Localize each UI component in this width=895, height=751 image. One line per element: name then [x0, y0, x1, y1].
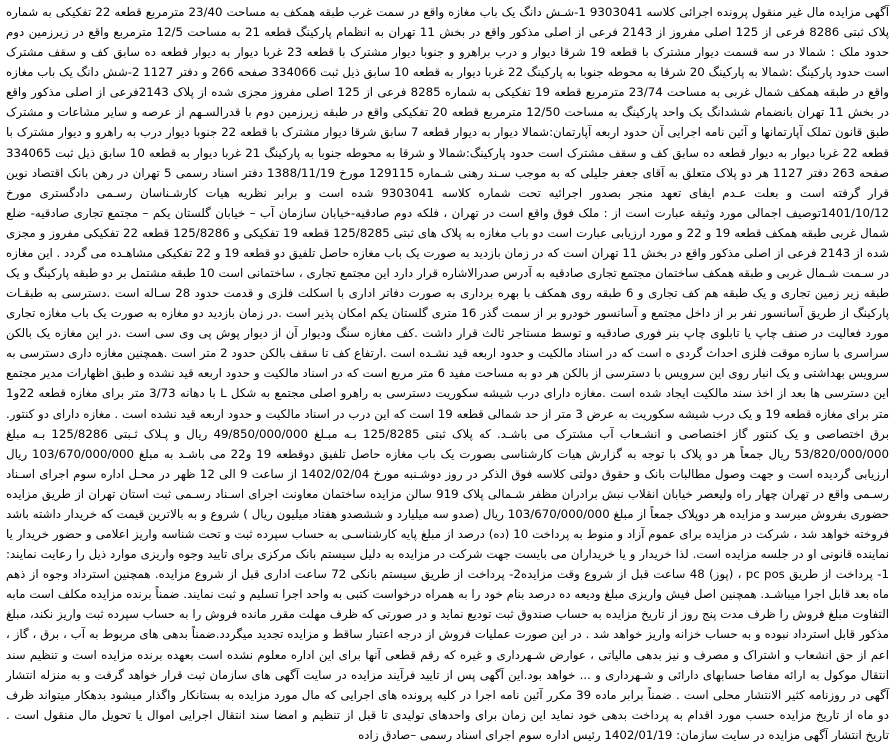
auction-notice-text: آگهی مزایده مال غیر منقول پرونده اجرائی کلاسه 9303041 1-شـش دانگ یک باب مغازه واقع در سمت غرب طبقه همکف به مساحت 23/40 مترمربع قطعه 22 تفکیکی به شماره پلاک ثبتی 8286 فرعی از 125 اصلی مفروز از 2143 فرعی از اصلی مذکور واقع در بخش 11 تهران به انظمام پارکینگ قطعه 21 به مساحت 12/5 مترمربع واقع در زیرزمین دوم حدود ملک : شمالا در سه قسمت دیوار مشترک با قطعه 19 شرقا دیوار و درب براهرو و جنوبا دیوار مشترک با قطعه 23 غربا دیوار به دیوار قطعه ده سابق کف و سقف مشترک است حدود پارکینگ :شمالا به پارکینگ 20 شرقا به محوطه جنوبا به پارکینگ 22 غربا دیوار به قطعه 10 سابق ذیل ثبت 334066 صفحه 266 و دفتر 1127 2-شش دانگ یک باب مغازه واقع در طبقه همکف شمال غربی به مساحت 23/74 مترمربع قطعه 19 تفکیکی به شماره 8285 فرعی از 125 اصلی مفروز مجزی شده از پلاک 2143فرعی از اصلی مذکور واقع در بخش 11 تهران بانضمام ششدانگ یک واحد پارکینگ به مساحت 12/50 مترمربع قطعه 20 تفکیکی واقع در طبقه زیرزمین دوم با قدرالسـهم از عرصه و سایر مشاعات و مشترک طبق قانون تملک آپارتمانها و آئین نامه اجرایی آن حدود اربعه آپارتمان:شمالا دیوار به دیوار قطعه 7 سابق شرقا دیوار مشترک با قطعه 22 جنوبا دیوار درب به راهرو و دیوار مشترک با قطعه 22 غربا دیوار به دیوار قطعه ده سابق کف و سقف مشترک است حدود پارکینگ:شمالا و شرقا به محوطه جنوبا به پارکینگ 21 غربا دیوار به قطعه 10 سابق ذیل ثبت 334065 صفحه 263 دفتر 1127 هر دو پلاک متعلق به آقای جعفر جلیلی که به موجب سـند رهنی شـماره 129115 مورخ 1388/11/19 دفتر اسناد رسمی 5 تهران در رهن بانک اقتصاد نوین قرار گرفته است و بعلت عـدم ایفای تعهد منجر بصدور اجرائیه تحت شماره کلاسه 9303041 شده است و برابر نظریه هیات کارشـناسان رسـمی دادگستری مورخ 1401/10/12توصیف اجمالی مورد وثیقه عبارت است از : ملک فوق واقع است در تهران ، فلکه دوم صادقیه-خیابان سازمان آب – خیابان گلستان یکم – مجتمع تجاری صادقیه- ضلع شمال غربی طبقه همکف قطعه 19 و 22 و مورد ارزیابی عبارت است دو باب مغازه به پلاک های ثبتی 125/8285 قطعه 19 تفکیکی و 125/8286 قطعه 22 تفکیکی مفروز و مجزی شده از 2143 فرعی از اصلی مذکور واقع در بخش 11 تهران است که در زمان بازدید به صورت یک باب مغازه حاصل تلفیق دو قطعه 19 و 22 تفکیکی مشاهـده می گردد . این مغازه در سـمت شـمال غربی و طبقه همکف ساختمان مجتمع تجاری صادقیه به آدرس صدرالاشاره قرار دارد این مجتمع تجاری ، ساختمانی است 10 طبقه مشتمل بر دو طبقه پارکینگ و یک طبقه زیر زمین تجاری و یک طبقه هم کف تجاری و 6 طبقه روی همکف با بهره برداری به صورت دفاتر اداری با اسکلت فلزی و قدمت حدود 28 سـاله است .دسترسی به طبقـات پارکینگ از طریق آسانسور نفر بر از داخل مجتمع و آسانسور خودرو بر از سمت گذر 16 متری گلستان یکم امکان پذیر است .در زمان بازدید دو مغازه به صورت یک باب مغازه تجاری مورد فعالیت در صنف چاپ یا تابلوی چاپ بنر فوری صادقیه و توسط مستاجر ثالث قرار داشت .کف مغازه سنگ ودیوار آن از دیوار پوش پی وی سی است .در این مغازه یک بالکن سراسری با سازه موقت فلزی احداث گردی ه است که در اسناد مالکیت و حدود اربعه قید نشـده است .ارتفاع کف تا سقف بالکن حدود 2 متر است .همچنین مغازه داری دسترسی به سرویس بهداشتی و یک انبار روی این سرویس با دسترسی از بالکن هر دو به مساحت مفید 6 متر مربع است که در اسناد مالکیت و حدود اربعه قید نشده و طبق اظهارات مدیر مجتمع این دسترسی ها بعد از اخذ سند مالکیت ایجاد شده است .مغازه دارای درب شیشه سکوریت دسترسی به راهرو اصلی مجتمع به شکل L با دهانه 3/73 متر برای مغازه قطعه 22و1 متر برای مغازه قطعه 19 و یک درب شیشه سکوریت به عرض 3 متر از حد شمالی قطعه 19 است که این درب در اسناد مالکیت و حدود اربعه قید نشده است . مغازه دارای دو کنتور. برق اختصاصی و یک کنتور گاز اختصاصی و انشـعاب آب مشترک می باشـد. که پلاک ثبتی 125/8285 بـه مبـلغ 49/850/000/000 ریال و پـلاک ثـبتی 125/8286 بـه مبلغ 53/820/000/000 ریال جمعاً هر دو پلاک با توجه به گزارش هیات کارشناسی بصورت یک باب مغازه حاصل تلفیق دوقطعه 19 و22 می باشـد به مبلغ 103/670/000/000 ریال ارزیابی گردیده است و جهت وصول مطالبات بانک و حقوق دولتی کلاسه فوق الذکر در روز دوشـنبه مورخ 1402/02/04 از ساعت 9 الی 12 ظهر در محـل اداره سوم اجرای اسـناد رسـمی واقع در تهران چهار راه ولیعصر خیابان انقلاب نبش برادران مظفر شـمالی پلاک 919 سالن مزایده ساختمان معاونت اجرای اسـناد رسـمی ثبت استان تهران از طریق مزایده حضوری بفروش میرسد و مزایده هر دوپلاک جمعاً از مبلغ 103/670/000/000 ریال (صدو سه میلیارد و ششصدو هفتاد میلیون ریال ) شروع و به بالاترین قیمت که خریدار داشته باشد فروخته خواهد شد ، شرکت در مزایده برای عموم آزاد و منوط به پرداخت 10 (ده) درصد از مبلغ پایه کارشناسـی به حساب سپرده ثبت و تحت شناسه واریز اعلامی و حضور خریدار یا نماینده قانونی او در جلسه مزایده است. لذا خریدار و یا خریداران می بایست جهت شرکت در مزایده به دلیل سیستم بانک مرکزی برای تایید وجوه واریزی موارد ذیل را رعایت نمایند: 1- پرداخت از طریق pc pos ، (پوز) 48 ساعت قبل از شروع وقت مزایده2- پرداخت از طریق سیستم بانکی 72 ساعت اداری قبل از شروع مزایده. همچنین استرداد وجوه از ذهم ماه بعد قابل اجرا میباشـد. همچنین اصل فیش واریزی مبلغ ودیعه ده درصد بنام خود را به همراه درخواست کتبی به واحد اجرا تسلیم و ثبت نمایند. ضمناً برنده مزایده مکلف است مابه التفاوت مبلغ فروش را ظرف مدت پنج روز از تاریخ مزایده به حساب صندوق ثبت توديع نمايد و در صورتی که ظرف مهلت مقرر مانده فروش را به حساب سپرده ثبت واریز نکند، مبلغ مذکور قابل استرداد نبوده و به حساب خزانه واریز خواهد شد . در این صورت عملیات فروش از درجه اعتبار ساقط و مزایده تجدید میگردد.ضمناً بدهی های مربوط به آب ، برق ، گاز ، اعم از حق انشعاب و اشتراک و مصرف و نیز بدهی مالیاتی ، عوارض شـهرداری و غیره که رقم قطعی آنها برای این اداره معلوم نشده است بعهده برنده مزایده است و تنظیم سند انتقال موکول به ارائه مفاصا حسابهای دارائی و شـهرداری و ... خواهد بود.این آگهی پس از تایید فرآیند مزایده در سایت آگهی های سازمان ثبت قرار خواهد گرفت و به منزله انتشار آگهی در روزنامه کثیر الانتشار محلی است . ضمناً برابر ماده 39 مکرر آئین نامه اجرا در کلیه پرونده های اجرایی که مال مورد مزایده به بستانکار واگذار میشود بدهکار میتواند ظرف دو ماه از تاریخ مزایده حسب مورد اقدام به پرداخت بدهی خود نماید این زمان برای واحدهای تولیدی تا قبل از تنظیم و امضا سند انتقال اجرایی اموال یا تحویل مال منقول است . تاریخ انتشار آگهی مزایده در سایت سازمان: 1402/01/19 رئیس اداره سوم اجرای اسناد رسمی –صادق زاده [6, 5, 890, 742]
